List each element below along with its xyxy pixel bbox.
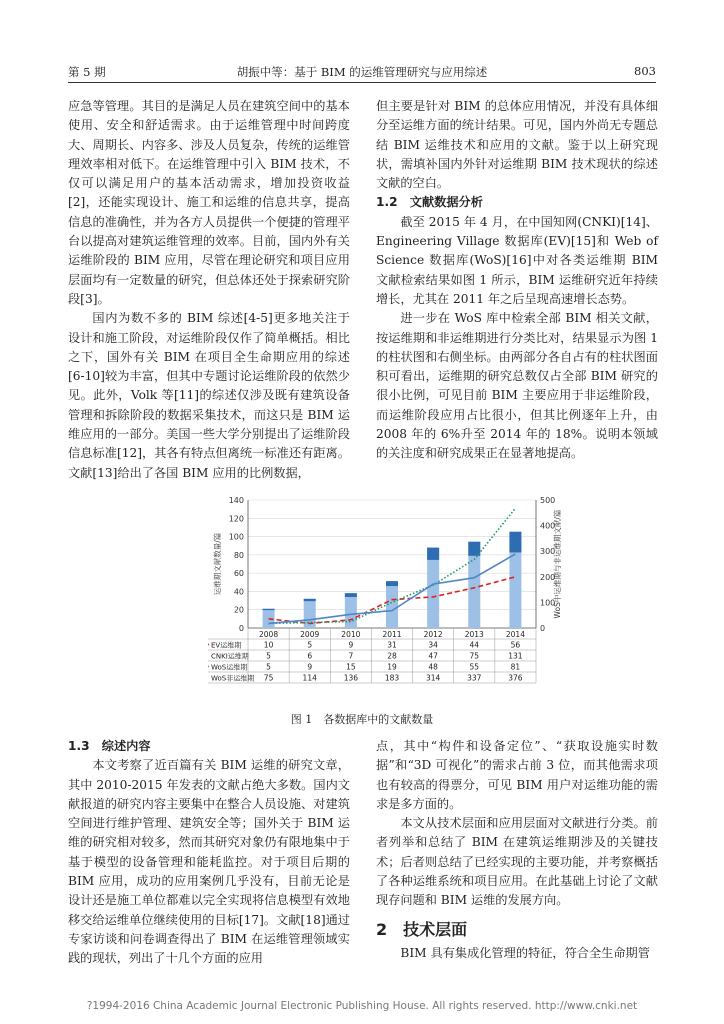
header-rule: [68, 82, 656, 83]
data-table-value: 9: [307, 662, 313, 672]
data-table-value: 7: [348, 651, 354, 661]
x-tick-label: 2011: [382, 630, 402, 639]
paragraph: 截至 2015 年 4 月，在中国知网(CNKI)[14]、Engineering Village 数据库(EV)[15]和 Web of Science 数据库(WoS)[16]中对各类运维期 BIM 文献检索结果如图 1 所示，BIM 运维研究近年持续增长，尤其在 2011 年之后呈现高速增长态势。: [376, 214, 658, 306]
data-table-value: 314: [425, 673, 441, 683]
x-tick-label: 2014: [505, 630, 525, 639]
journal-issue: 第 5 期: [68, 65, 106, 79]
data-table-value: 48: [428, 662, 438, 672]
right-column-bottom: [376, 737, 658, 911]
bar-wos-ops-cap: [345, 593, 357, 597]
left-tick-label: 120: [228, 514, 244, 524]
paragraph: 进一步在 WoS 库中检索全部 BIM 相关文献，按运维期和非运维期进行分类比对，结果显示为图 1 的柱状图和右侧坐标。由两部分各自占有的柱状图面积可看出，运维期的研究总数仅占全部 BIM 研究的很小比例，可见目前 BIM 主要应用于非运维阶段，而运维阶段应用占比很小，但其比例逐年上升，由 2008 年的 6%升至 2014 年的 18%。说明本领域的关注度和研究成果正在显著地提高。: [376, 311, 658, 461]
data-table-value: 9: [348, 640, 354, 650]
right-tick-label: 400: [540, 521, 556, 531]
left-tick-label: 140: [228, 496, 244, 505]
bar-wos-ops-cap: [386, 581, 398, 586]
data-table-value: 75: [263, 673, 274, 683]
x-tick-label: 2013: [464, 630, 484, 639]
paragraph: BIM 具有集成化管理的特征，符合全生命期管: [400, 946, 650, 960]
data-table-value: 5: [307, 640, 313, 650]
legend-label: WoS运维期: [211, 663, 248, 672]
data-table-value: 114: [302, 673, 317, 683]
right-axis-title: WoS中运维期与非运维期文献/篇: [553, 509, 562, 619]
paragraph: 本文考察了近百篇有关 BIM 运维的研究文章，其中 2010-2015 年发表的文献占绝大多数。国内文献报道的研究内容主要集中在整合人员设施、对建筑空间进行维护管理、建筑安全等；国外关于 BIM 运维的研究相对较多，然而其研究对象仍有限地集中于基于模型的设备管理和能耗监控。对于项目后期的 BIM 应用，成功的应用案例几乎没有，目前无论是设计还是施工单位都难以完全实现将信息模型有效地移交给运维单位继续使用的目标[17]。文献[18]通过专家访谈和问卷调查得出了 BIM 在运维管理领域实践的现状，列出了十几个方面的应用: [68, 758, 350, 966]
left-tick-label: 40: [233, 587, 244, 597]
right-tick-label: 300: [540, 547, 556, 557]
data-table-value: 31: [387, 640, 397, 650]
data-table-value: 19: [387, 662, 397, 672]
page-number: 803: [634, 64, 656, 78]
legend-label: CNKI运维期: [211, 652, 249, 661]
data-table-value: 376: [508, 673, 523, 683]
data-table-value: 10: [263, 640, 274, 650]
data-table-value: 34: [428, 640, 438, 650]
x-tick-label: 2010: [341, 630, 361, 639]
left-tick-label: 0: [238, 624, 244, 633]
data-table-value: 6: [307, 651, 313, 661]
data-table-value: 55: [469, 662, 480, 672]
data-table-value: 81: [510, 662, 521, 672]
section-2-heading: 2 技术层面: [376, 920, 468, 939]
bar-wos-non-ops: [345, 593, 357, 628]
left-axis-title: 运维期文献数量/篇: [213, 532, 222, 596]
bar-wos-ops-cap: [304, 599, 316, 601]
data-table-value: 15: [346, 662, 356, 672]
x-tick-label: 2009: [300, 630, 320, 639]
data-table-value: 5: [266, 662, 271, 672]
paragraph: 本文从技术层面和应用层面对文献进行分类。前者列举和总结了 BIM 在建筑运维期涉及的关键技术；后者则总结了已经实现的主要功能，并考察概括了各种运维系统和项目应用。在此基础上讨论了文献现存问题和 BIM 运维的发展方向。: [376, 816, 658, 908]
left-tick-label: 20: [233, 605, 244, 615]
data-table-value: 47: [428, 651, 438, 661]
data-table-value: 44: [469, 640, 480, 650]
right-tick-label: 500: [540, 496, 556, 505]
data-table-value: 183: [384, 673, 400, 683]
right-column-top: [376, 97, 658, 464]
paragraph: 但主要是针对 BIM 的总体应用情况，并没有具体细分至运维方面的统计结果。可见，国内外尚无专题总结 BIM 运维技术和应用的文献。鉴于以上研究现状，需填补国内外针对运维期 BIM 技术现状的综述文献的空白。: [376, 99, 658, 191]
copyright-footer: ?1994-2016 China Academic Journal Electronic Publishing House. All rights reserved. http://www.cnki.net: [86, 1000, 638, 1012]
bar-wos-non-ops: [263, 609, 275, 628]
data-table-value: 337: [467, 673, 482, 683]
paragraph: 国内为数不多的 BIM 综述[4-5]更多地关注于设计和施工阶段，对运维阶段仅作了简单概括。相比之下，国外有关 BIM 在项目全生命期应用的综述[6-10]较为丰富，但其中专题讨论运维阶段的依然少见。此外，Volk 等[11]的综述仅涉及既有建筑设备管理和拆除阶段的数据采集技术，而这只是 BIM 运维应用的一部分。美国一些大学分别提出了运维阶段信息标准[12]，其各有特点但离统一标准还有距离。文献[13]给出了各国 BIM 应用的比例数据，: [68, 311, 350, 480]
bar-wos-ops-cap: [427, 548, 439, 560]
right-tick-label: 100: [540, 598, 556, 608]
section-heading: 1.3 综述内容: [68, 739, 151, 753]
paragraph: 点，其中“构件和设备定位”、“获取设施实时数据”和“3D 可视化”的需求占前 3 位，而其他需求项也有较高的得票分，可见 BIM 用户对运维功能的需求是多方面的。: [376, 739, 658, 811]
right-column-tail: [376, 944, 658, 963]
left-tick-label: 100: [228, 532, 244, 542]
data-table-value: 131: [508, 651, 523, 661]
bar-wos-ops-cap: [509, 532, 521, 553]
figure-1-chart: [208, 492, 568, 692]
data-table-value: 136: [343, 673, 359, 683]
section-heading: 1.2 文献数据分析: [376, 195, 483, 210]
bar-wos-ops-cap: [263, 609, 275, 610]
data-table-value: 75: [469, 651, 480, 661]
running-title: 胡振中等：基于 BIM 的运维管理研究与应用综述: [236, 65, 488, 79]
legend-label: EV运维期: [211, 641, 242, 650]
left-tick-label: 60: [233, 569, 244, 579]
data-table-value: 5: [266, 651, 271, 661]
paragraph: 应急等管理。其目的是满足人员在建筑空间中的基本使用、安全和舒适需求。由于运维管理中时间跨度大、周期长、内容多、涉及人员复杂，传统的运维管理效率相对低下。在运维管理中引入 BIM 技术，不仅可以满足用户的基本活动需求，增加投资收益[2]，还能实现设计、施工和运维的信息共享，提高信息的准确性，并为各方人员提供一个便捷的管理平台以提高对建筑运维管理的效率。目前，国内外有关运维阶段的 BIM 应用，尽管在理论研究和项目应用层面均有一定数量的研究，但总体还处于探索研究阶段[3]。: [68, 99, 350, 306]
left-tick-label: 80: [233, 550, 244, 560]
figure-caption: 图 1 各数据库中的文献数量: [290, 713, 434, 726]
left-column-top: [68, 97, 350, 483]
left-column-bottom: [68, 737, 350, 969]
x-tick-label: 2008: [259, 630, 279, 639]
legend-label: WoS非运维期: [211, 674, 255, 683]
right-tick-label: 0: [540, 624, 546, 633]
x-tick-label: 2012: [423, 630, 443, 639]
data-table-value: 56: [510, 640, 521, 650]
chart-svg: [208, 492, 568, 692]
data-table-value: 28: [387, 651, 397, 661]
right-tick-label: 200: [540, 572, 556, 582]
